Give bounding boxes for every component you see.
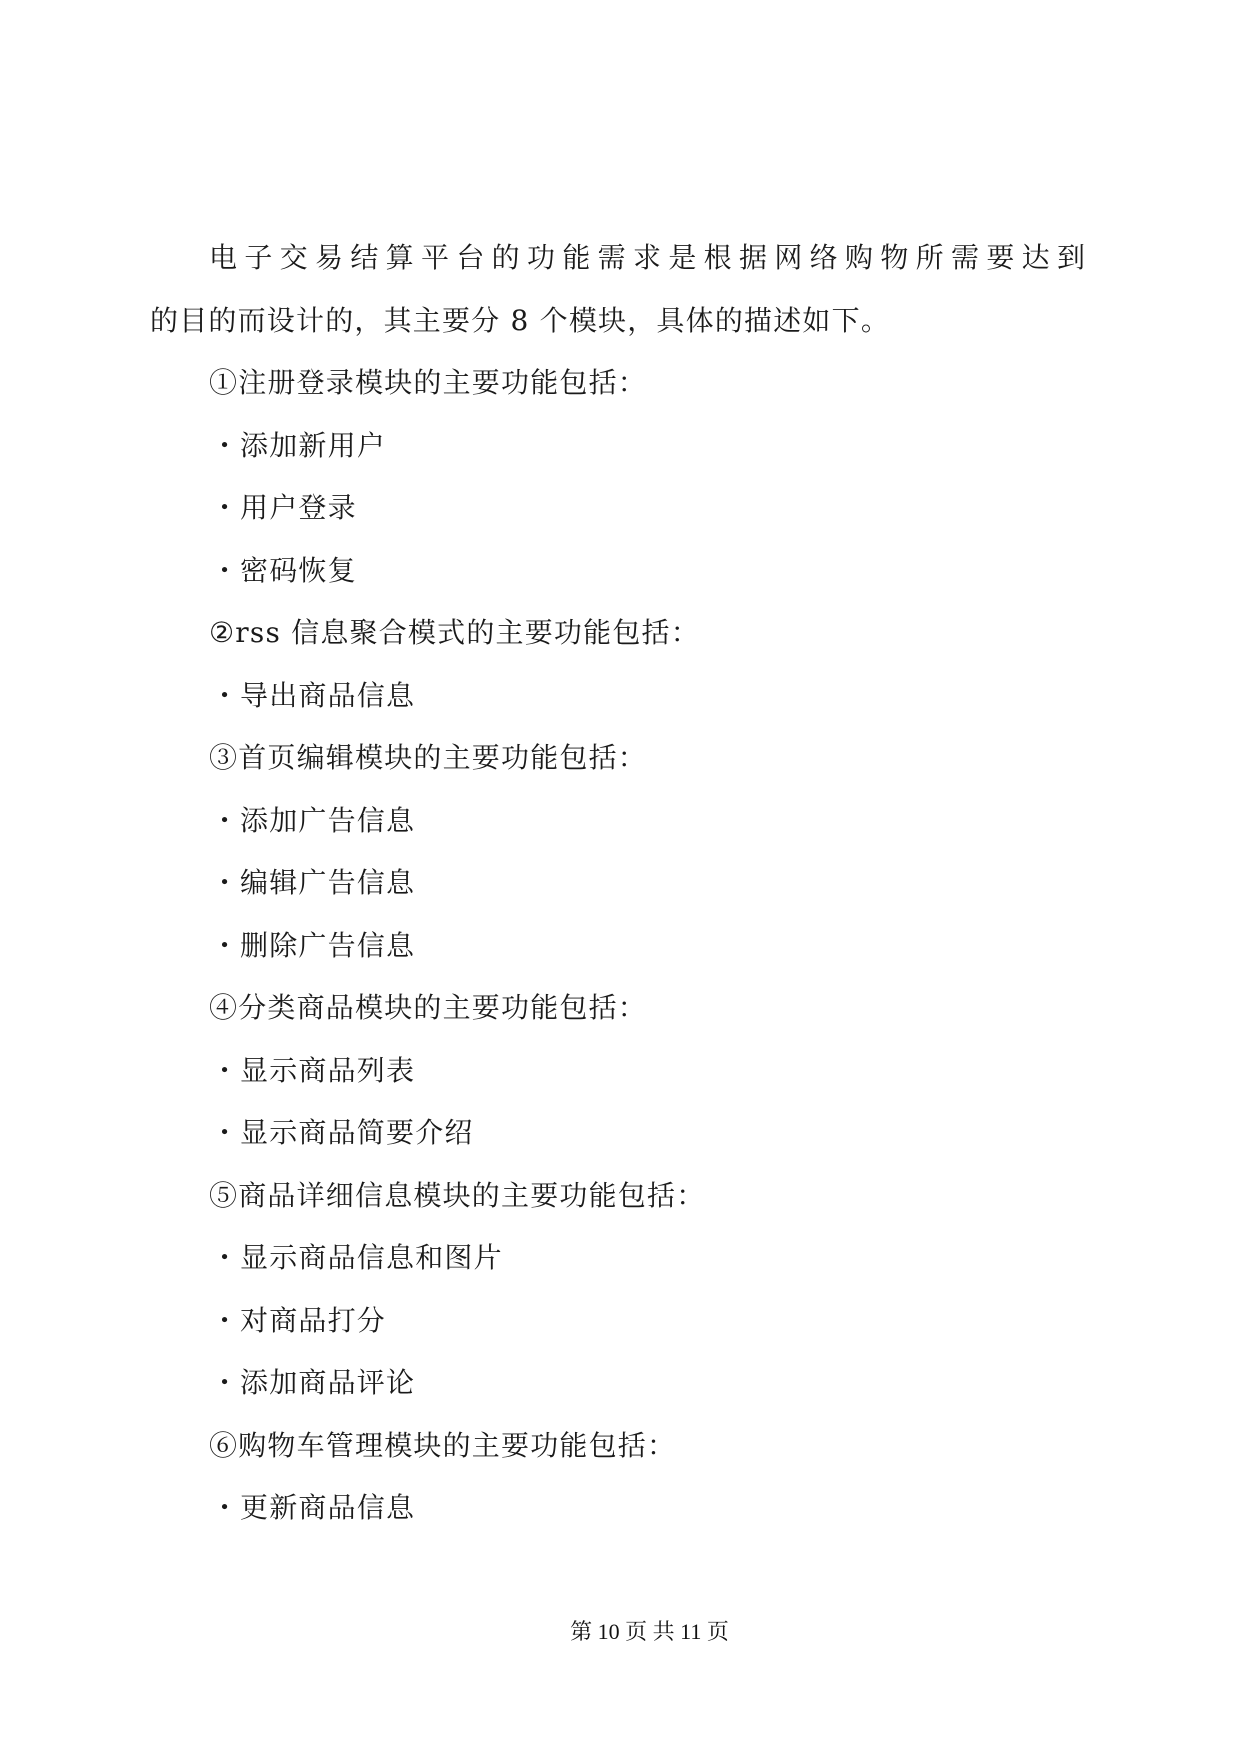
list-item [150, 665, 1085, 728]
list-item [150, 1477, 1085, 1540]
list-item [150, 540, 1085, 603]
list-item-label: 显示商品信息和图片 [240, 1241, 503, 1274]
intro-paragraph-line-1: 电子交易结算平台的功能需求是根据网络购物所需要达到 [209, 241, 1085, 274]
list-item [150, 1352, 1085, 1415]
intro-paragraph-line-2: 的目的而设计的，其主要分 8 个模块，具体的描述如下。 [150, 303, 891, 337]
page-number-footer: 第 10 页 共 11 页 [570, 1619, 729, 1644]
list-item [150, 477, 1085, 540]
list-item [150, 915, 1085, 978]
list-item-label: 编辑广告信息 [240, 866, 416, 899]
section-heading-shopping-cart: ⑥购物车管理模块的主要功能包括： [209, 1428, 677, 1462]
bullet-marker: • [219, 684, 230, 706]
bullet-marker: • [219, 1372, 230, 1393]
section-heading-product-details: ⑤商品详细信息模块的主要功能包括： [209, 1178, 706, 1212]
list-item-label: 密码恢复 [240, 553, 357, 587]
list-item [150, 1227, 1085, 1290]
list-item-label: 对商品打分 [240, 1303, 387, 1337]
list-item-label: 显示商品简要介绍 [240, 1116, 474, 1149]
list-item [150, 415, 1085, 478]
bullet-marker: • [219, 1497, 230, 1518]
section-heading-rss: ②rss 信息聚合模式的主要功能包括： [209, 616, 700, 649]
section-heading-homepage-editing: ③首页编辑模块的主要功能包括： [209, 741, 648, 774]
list-item-label: 添加新用户 [240, 428, 387, 462]
bullet-marker: • [219, 872, 230, 893]
bullet-marker: • [219, 1309, 230, 1331]
section-heading-category-products: ④分类商品模块的主要功能包括： [209, 991, 648, 1024]
bullet-marker: • [219, 934, 230, 956]
list-item-label: 导出商品信息 [240, 678, 416, 712]
list-item [150, 1290, 1085, 1353]
bullet-marker: • [219, 559, 230, 581]
bullet-marker: • [219, 1059, 230, 1081]
document-body [150, 227, 1085, 1540]
list-item [150, 790, 1085, 853]
list-item-label: 删除广告信息 [240, 928, 416, 962]
list-item [150, 1102, 1085, 1165]
list-item-label: 显示商品列表 [240, 1053, 416, 1087]
list-item [150, 1040, 1085, 1103]
bullet-marker: • [219, 497, 230, 518]
list-item-label: 用户登录 [240, 491, 357, 524]
list-item-label: 更新商品信息 [240, 1491, 416, 1524]
section-heading-registration: ①注册登录模块的主要功能包括： [209, 366, 648, 399]
list-item [150, 852, 1085, 915]
list-item-label: 添加商品评论 [240, 1366, 416, 1399]
bullet-marker: • [219, 1122, 230, 1143]
bullet-marker: • [219, 1247, 230, 1268]
bullet-marker: • [219, 809, 230, 831]
list-item-label: 添加广告信息 [240, 803, 416, 837]
bullet-marker: • [219, 434, 230, 456]
